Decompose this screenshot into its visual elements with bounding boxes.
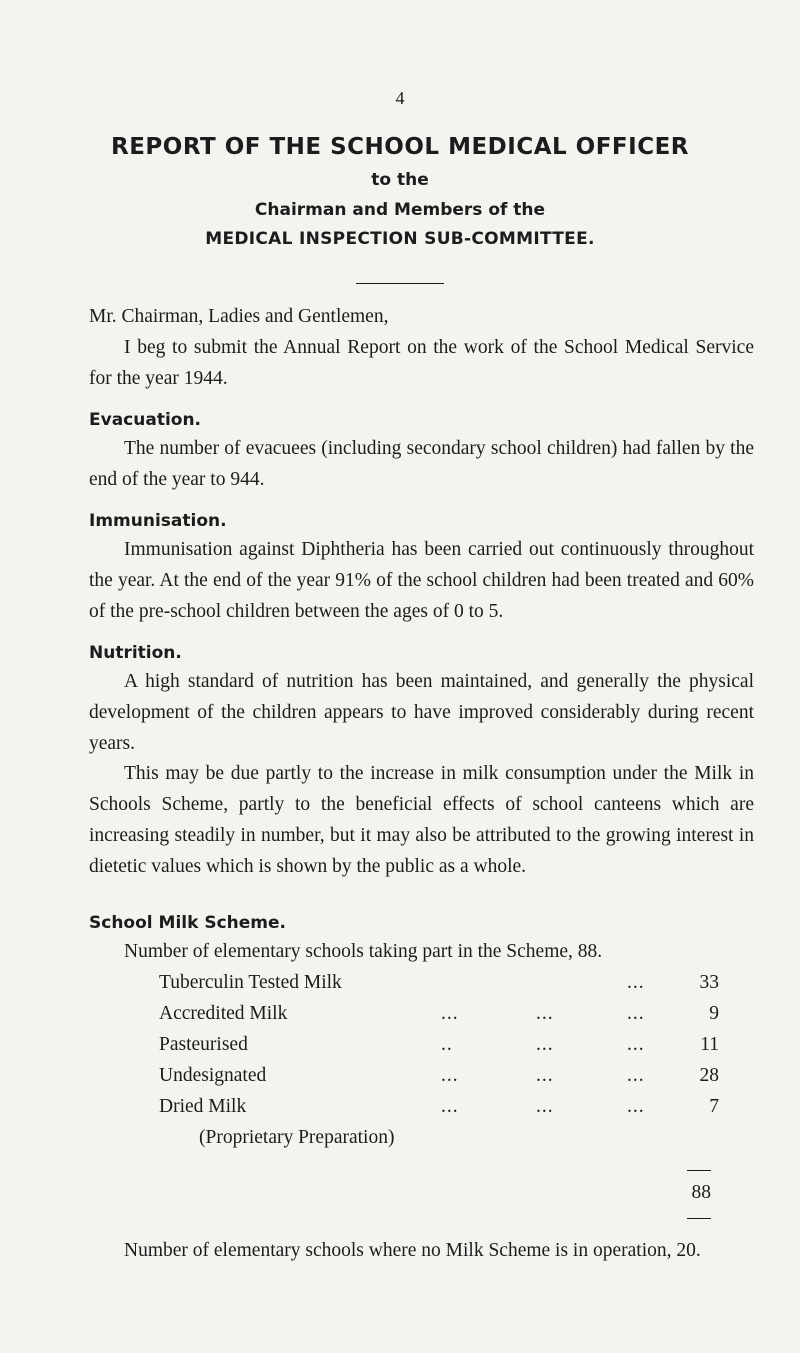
- milk-scheme-intro: Number of elementary schools taking part in the Scheme, 88.: [124, 941, 603, 962]
- report-subtitle-committee: MEDICAL INSPECTION SUB-COMMITTEE.: [205, 229, 595, 249]
- immunisation-paragraph: Immunisation against Diphtheria has been carried out continuously throughout the year. At the end of the year 91% of the school children had been treated and 60% of the pre-school children between the ages of 0 to 5.: [89, 539, 754, 622]
- leader-dots: ...: [627, 1034, 645, 1055]
- evacuation-heading: Evacuation.: [89, 410, 202, 430]
- milk-row-value: 7: [709, 1096, 719, 1117]
- leader-dots: ..: [441, 1034, 453, 1055]
- leader-dots: ...: [536, 1096, 554, 1117]
- leader-dots: ...: [627, 1096, 645, 1117]
- salutation: Mr. Chairman, Ladies and Gentlemen,: [89, 306, 389, 327]
- total-divider-top: [687, 1170, 711, 1171]
- report-subtitle-to: to the: [371, 170, 429, 190]
- milk-row-label: Accredited Milk: [159, 1003, 288, 1024]
- milk-row-value: 33: [699, 972, 719, 993]
- leader-dots: ...: [627, 1003, 645, 1024]
- milk-row-dried: [159, 1091, 719, 1122]
- title-divider: [356, 283, 444, 284]
- nutrition-heading: Nutrition.: [89, 643, 182, 663]
- milk-row-accredited: [159, 998, 719, 1029]
- milk-row-value: 9: [709, 1003, 719, 1024]
- milk-row-label: Undesignated: [159, 1065, 267, 1086]
- report-subtitle-addressees: Chairman and Members of the: [254, 200, 546, 220]
- leader-dots: ...: [441, 1096, 459, 1117]
- milk-row-label: Dried Milk: [159, 1096, 247, 1117]
- milk-row-label: Pasteurised: [159, 1034, 248, 1055]
- milk-row-pasteurised: [159, 1029, 719, 1060]
- milk-row-undesignated: [159, 1060, 719, 1091]
- total-divider-bottom: [687, 1218, 711, 1219]
- intro-paragraph: I beg to submit the Annual Report on the work of the School Medical Service for the year 1944.: [89, 337, 754, 389]
- leader-dots: ...: [536, 1034, 554, 1055]
- nutrition-paragraph-2: This may be due partly to the increase in milk consumption under the Milk in Schools Scheme, partly to the beneficial effects of school canteens which are increasing steadily in number, but it may also be attributed to the growing interest in dietetic values which is shown by the public as a whole.: [89, 763, 754, 877]
- leader-dots: ...: [441, 1065, 459, 1086]
- leader-dots: ...: [536, 1003, 554, 1024]
- page-number: 4: [395, 88, 405, 108]
- milk-row-tuberculin: [159, 967, 719, 998]
- leader-dots: ...: [627, 1065, 645, 1086]
- milk-scheme-closing: Number of elementary schools where no Milk Scheme is in operation, 20.: [124, 1240, 701, 1261]
- milk-row-value: 11: [700, 1034, 719, 1055]
- immunisation-heading: Immunisation.: [89, 511, 227, 531]
- dried-milk-note: (Proprietary Preparation): [199, 1127, 395, 1148]
- report-title: REPORT OF THE SCHOOL MEDICAL OFFICER: [110, 134, 690, 160]
- milk-row-label: Tuberculin Tested Milk: [159, 972, 342, 993]
- evacuation-paragraph: The number of evacuees (including secondary school children) had fallen by the end of the year to 944.: [89, 438, 754, 490]
- leader-dots: ...: [441, 1003, 459, 1024]
- leader-dots: ...: [627, 972, 645, 993]
- nutrition-paragraph-1: A high standard of nutrition has been maintained, and generally the physical development of the children appears to have improved considerably during recent years.: [89, 671, 754, 754]
- milk-scheme-heading: School Milk Scheme.: [89, 913, 286, 933]
- milk-row-value: 28: [699, 1065, 719, 1086]
- milk-total: 88: [691, 1182, 711, 1203]
- leader-dots: ...: [536, 1065, 554, 1086]
